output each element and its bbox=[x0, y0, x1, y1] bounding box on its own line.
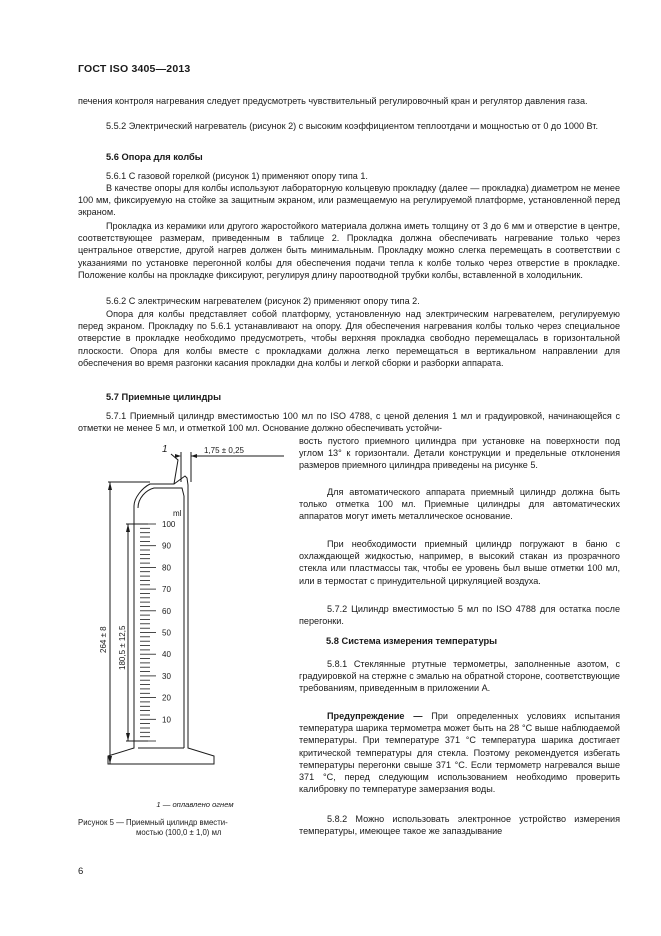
dim-scale-label: 180,5 ± 12,5 bbox=[118, 625, 127, 670]
cylinder-inner-wall bbox=[138, 488, 184, 748]
callout-leader bbox=[171, 454, 178, 484]
scale-label: 80 bbox=[162, 563, 171, 573]
paragraph: 5.7.2 Цилиндр вместимостью 5 мл по ISO 4788 для остатка после перегонки. bbox=[299, 604, 620, 627]
scale-label: 70 bbox=[162, 585, 171, 595]
scale-label: 10 bbox=[162, 715, 171, 725]
scale-labels bbox=[162, 520, 176, 724]
scale-label: 30 bbox=[162, 671, 171, 681]
warning-text: При определенных условиях испытания температура шарика термометра может быть на 28 °С выше наблюдаемой температуры. При температуре 371 °С температура шарика достигает критической температуры для стекла. Поэтому рекомендуется избегать температуры перегонки свыше 371 °С. Если термометр нагревался выше 371 °С, перед следующим использованием необходимо проверить калибровку по температуре замерзания воды. bbox=[299, 711, 620, 795]
paragraph: 5.8.1 Стеклянные ртутные термометры, заполненные азотом, с градуировкой на стержне с эмалью на обратной стороне, соответствующие требованиям, приведенным в приложении А. bbox=[299, 659, 620, 694]
caption-line: мостью (100,0 ± 1,0) мл bbox=[136, 828, 222, 837]
figure-legend: 1 — оплавлено огнем bbox=[156, 800, 234, 809]
paragraph: 5.6.2 С электрическим нагревателем (рисунок 2) применяют опору типа 2. bbox=[106, 296, 420, 306]
dim-total-label: 264 ± 8 bbox=[99, 626, 108, 653]
dim-arrow bbox=[126, 524, 130, 532]
scale-label: 90 bbox=[162, 541, 171, 551]
paragraph: 5.8.2 Можно использовать электронное устройство измерения температуры, имеющее такое же запаздывание bbox=[299, 814, 620, 837]
paragraph: Для автоматического аппарата приемный цилиндр должна быть только отметка 100 мл. Приемные цилиндры для автоматических аппаратов могут иметь металлическое основание. bbox=[299, 487, 620, 522]
scale-label: 60 bbox=[162, 606, 171, 616]
warning-paragraph bbox=[299, 710, 620, 795]
paragraph: Опора для колбы представляет собой платформу, установленную над электрическим нагревателем, регулируемую перед экраном. Прокладку по 5.6.1 устанавливают на опору. Для обеспечения нагревания колбы только через специальное отверстие в прокладке необходимо предусмотреть, чтобы верхняя прокладка свободно перемещалась в горизонтальной плоскости. Опора для колбы вместе с прокладками должна легко перемещаться в вертикальном направлении для обеспечения во время разгонки касания прокладки дна колбы и легкой сборки и разборки аппарата. bbox=[78, 309, 620, 368]
section-heading: 5.8 Система измерения температуры bbox=[326, 636, 498, 646]
paragraph: При необходимости приемный цилиндр погружают в баню с охлаждающей жидкостью, например, в высокий стакан из прозрачного стекла или пластмассы так, чтобы ее уровень был выше отметки 100 мл, или в термостат с принудительной циркуляцией воздуха. bbox=[299, 539, 620, 586]
cylinder-figure bbox=[78, 438, 292, 778]
dim-arrow bbox=[108, 756, 112, 764]
page-number: 6 bbox=[78, 866, 84, 877]
unit-label: ml bbox=[173, 509, 182, 518]
paragraph: В качестве опоры для колбы используют лабораторную кольцевую прокладку (далее — прокладка) диаметром не менее 100 мм, фиксируемую на стойке за защитным экраном, или размещаемую на регулируемой платформе, установленной перед экраном. bbox=[78, 183, 620, 218]
cylinder-outline bbox=[108, 476, 214, 764]
paragraph: 5.7.1 Приемный цилиндр вместимостью 100 мл по ISO 4788, с ценой деления 1 мл и градуировкой, начинающейся с отметки не менее 5 мл, и отметкой 100 мл. Основание должно обеспечивать устойчи- bbox=[78, 411, 620, 434]
dim-arrow bbox=[126, 733, 130, 741]
graduation-ticks bbox=[140, 524, 156, 741]
figure-caption bbox=[78, 818, 292, 838]
paragraph: печения контроля нагревания следует предусмотреть чувствительный регулировочный кран и регулятор давления газа. bbox=[78, 96, 588, 106]
paragraph: вость пустого приемного цилиндра при установке на поверхности под углом 13° к горизонтали. Детали конструкции и предельные отклонения размеров приемного цилиндра приведены на рисунке 5. bbox=[299, 436, 620, 471]
dim-arrow bbox=[108, 482, 112, 490]
paragraph: Прокладка из керамики или другого жаростойкого материала должна иметь толщину от 3 до 6 мм и отверстие в центре, соответствующее размерам, приведенным в таблице 2. Прокладка должна обеспечивать нагревание только через центральное отверстие, другой нагрев должен быть минимальным. Прокладку можно слегка перемещать в соответствии с указаниями по установке перегонной колбы для обеспечения подачи тепла к колбе только через отверстие в прокладке. Положение колбы на прокладке фиксируют, регулируя длину пароотводной трубки колбы, вставленной в холодильник. bbox=[78, 221, 620, 280]
dim-arrow bbox=[191, 454, 197, 458]
dim-arrow bbox=[175, 454, 181, 458]
document-header: ГОСТ ISO 3405—2013 bbox=[78, 63, 191, 75]
scale-label: 40 bbox=[162, 650, 171, 660]
dim-top-label: 1,75 ± 0,25 bbox=[204, 446, 244, 455]
scale-label: 20 bbox=[162, 693, 171, 703]
paragraph: 5.6.1 С газовой горелкой (рисунок 1) применяют опору типа 1. bbox=[106, 171, 368, 181]
section-heading: 5.7 Приемные цилиндры bbox=[106, 392, 222, 402]
paragraph: 5.5.2 Электрический нагреватель (рисунок 2) с высоким коэффициентом теплоотдачи и мощностью от 0 до 1000 Вт. bbox=[106, 121, 598, 131]
callout-number: 1 bbox=[162, 444, 168, 455]
section-heading: 5.6 Опора для колбы bbox=[106, 152, 203, 162]
caption-line: Рисунок 5 — Приемный цилиндр вмести- bbox=[78, 818, 228, 827]
warning-label: Предупреждение — bbox=[327, 711, 423, 721]
scale-label: 50 bbox=[162, 628, 171, 638]
scale-label: 100 bbox=[162, 520, 176, 529]
